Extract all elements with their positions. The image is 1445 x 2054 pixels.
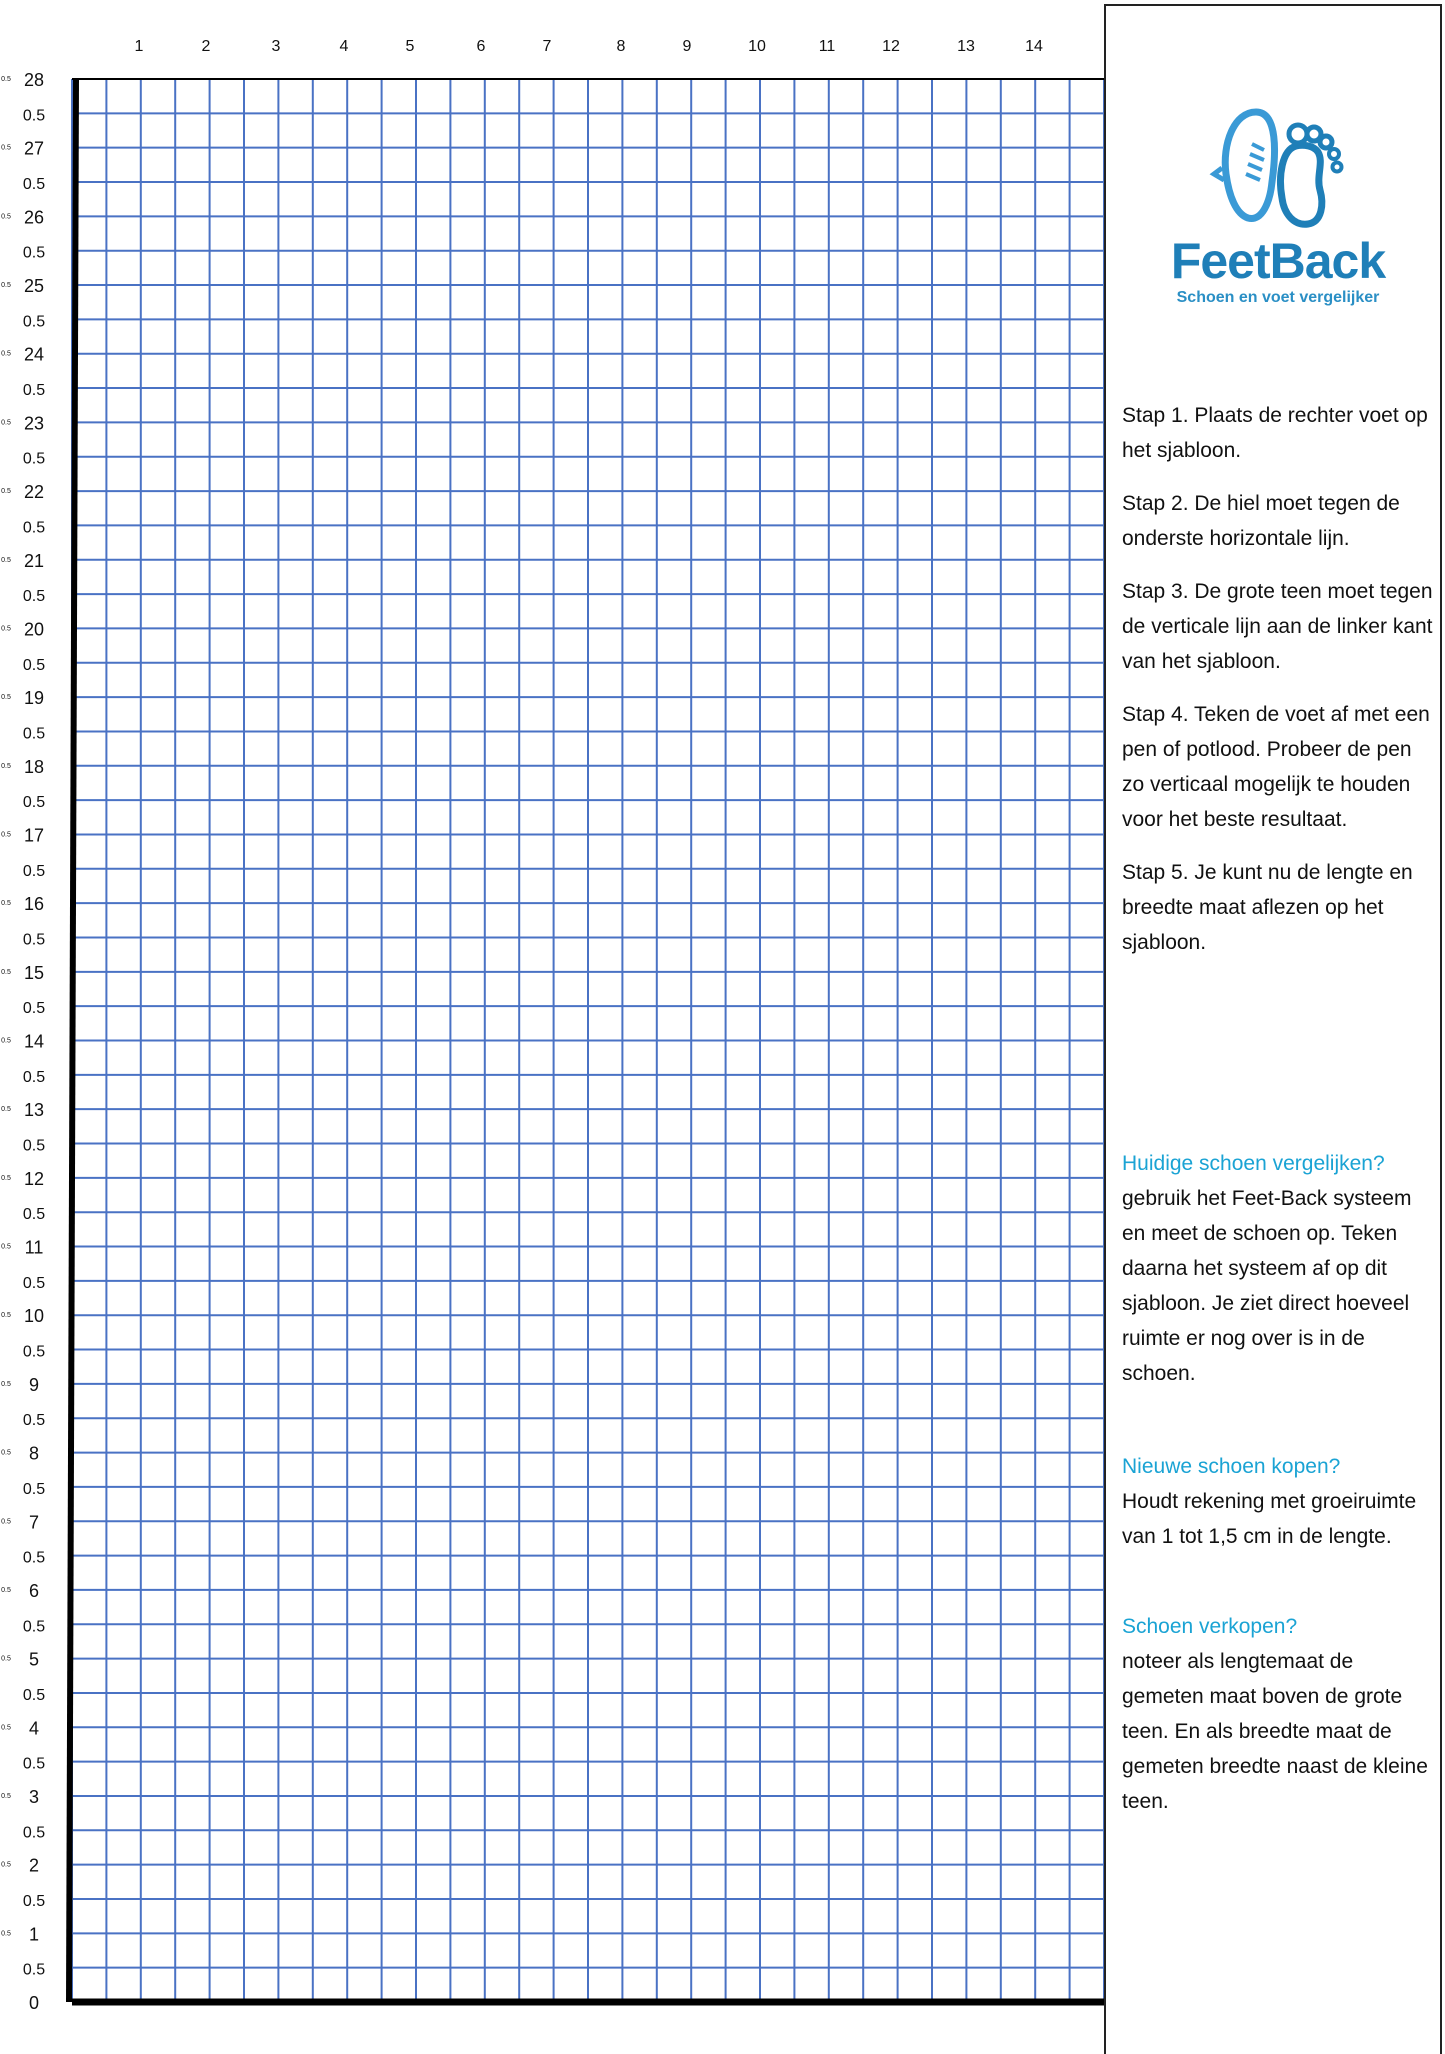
y-tick-label: 21: [23, 550, 45, 571]
y-tick-label: 6: [28, 1580, 40, 1601]
y-small-half-label: 0.5: [1, 1861, 11, 1869]
y-half-label: 0.5: [22, 1068, 46, 1086]
y-tick-label: 2: [28, 1855, 40, 1876]
y-small-half-label: 0.5: [1, 213, 11, 221]
x-tick-label: 12: [882, 38, 900, 55]
compare-heading: Huidige schoen vergelijken?: [1122, 1152, 1385, 1175]
y-small-half-label: 0.5: [1, 694, 11, 702]
y-half-label: 0.5: [22, 1686, 46, 1704]
y-half-label: 0.5: [22, 862, 46, 880]
y-half-label: 0.5: [22, 1343, 46, 1361]
y-half-label: 0.5: [22, 588, 46, 606]
sell-section: [1122, 1609, 1438, 1819]
y-half-label: 0.5: [22, 1000, 46, 1018]
y-tick-label: 22: [23, 482, 45, 503]
y-small-half-label: 0.5: [1, 1106, 11, 1114]
y-tick-label: 24: [23, 344, 45, 365]
y-half-label: 0.5: [22, 1480, 46, 1498]
step-2: Stap 2. De hiel moet tegen de onderste horizontale lijn.: [1122, 492, 1400, 550]
y-tick-label: 17: [23, 825, 45, 846]
y-tick-label: 9: [28, 1374, 40, 1395]
y-small-half-label: 0.5: [1, 1792, 11, 1800]
y-small-half-label: 0.5: [1, 1380, 11, 1388]
y-half-label: 0.5: [22, 1961, 46, 1979]
y-small-half-label: 0.5: [1, 1518, 11, 1526]
y-half-label: 0.5: [22, 1137, 46, 1155]
x-tick-label: 9: [682, 38, 692, 55]
buy-body: Houdt rekening met groeiruimte van 1 tot 1,5 cm in de lengte.: [1122, 1490, 1417, 1548]
y-tick-label: 10: [23, 1306, 45, 1327]
y-small-half-label: 0.5: [1, 831, 11, 839]
y-small-half-label: 0.5: [1, 76, 11, 83]
y-half-label: 0.5: [22, 725, 46, 743]
y-tick-label: 13: [23, 1100, 45, 1121]
y-tick-label: 25: [23, 276, 45, 297]
y-small-half-label: 0.5: [1, 1586, 11, 1594]
x-tick-label: 11: [818, 38, 836, 55]
y-small-half-label: 0.5: [1, 1312, 11, 1320]
compare-body: gebruik het Feet-Back systeem en meet de schoen op. Teken daarna het systeem af op dit sjabloon. Je ziet direct hoeveel ruimte er nog over is in de schoen.: [1122, 1187, 1412, 1385]
sell-heading: Schoen verkopen?: [1122, 1615, 1298, 1638]
step-4: Stap 4. Teken de voet af met een pen of potlood. Probeer de pen zo verticaal mogelijk te houden voor het beste resultaat.: [1122, 703, 1430, 831]
y-half-label: 0.5: [22, 1892, 46, 1910]
y-half-label: 0.5: [22, 244, 46, 262]
x-tick-label: 4: [339, 38, 349, 55]
y-tick-label: 20: [23, 619, 45, 640]
y-small-half-label: 0.5: [1, 1174, 11, 1182]
y-tick-label: 11: [24, 1237, 44, 1258]
y-half-label: 0.5: [22, 1618, 46, 1636]
buy-heading: Nieuwe schoen kopen?: [1122, 1455, 1341, 1478]
y-half-label: 0.5: [22, 519, 46, 537]
y-small-half-label: 0.5: [1, 900, 11, 908]
y-small-half-label: 0.5: [1, 282, 11, 290]
y-tick-label: 7: [28, 1512, 40, 1533]
y-half-label: 0.5: [22, 450, 46, 468]
y-tick-label: 23: [23, 413, 45, 434]
x-tick-label: 13: [957, 38, 975, 55]
y-half-label: 0.5: [22, 382, 46, 400]
y-tick-label: 5: [28, 1649, 40, 1670]
y-small-half-label: 0.5: [1, 488, 11, 496]
y-axis-line: [69, 79, 76, 2002]
y-tick-label: 14: [23, 1031, 45, 1052]
y-half-label: 0.5: [22, 1755, 46, 1773]
x-tick-label: 1: [134, 38, 144, 55]
y-half-label: 0.5: [22, 656, 46, 674]
y-half-label: 0.5: [22, 107, 46, 125]
y-small-half-label: 0.5: [1, 556, 11, 564]
logo-brand: FeetBack: [1170, 233, 1386, 289]
step-1: Stap 1. Plaats de rechter voet op het sjabloon.: [1122, 404, 1428, 462]
y-small-half-label: 0.5: [1, 1037, 11, 1045]
y-tick-label: 1: [28, 1924, 40, 1945]
x-tick-label: 10: [748, 38, 766, 55]
x-tick-label: 14: [1025, 38, 1043, 55]
step-3: Stap 3. De grote teen moet tegen de verticale lijn aan de linker kant van het sjabloon.: [1122, 580, 1433, 673]
y-tick-label: 26: [23, 207, 45, 228]
y-small-half-label: 0.5: [1, 1724, 11, 1732]
y-half-label: 0.5: [22, 931, 46, 949]
y-tick-label: 27: [23, 138, 45, 159]
y-tick-label: 0: [28, 1993, 40, 2013]
y-small-half-label: 0.5: [1, 625, 11, 633]
y-half-label: 0.5: [22, 794, 46, 812]
x-tick-label: 3: [271, 38, 281, 55]
y-small-half-label: 0.5: [1, 144, 11, 152]
sell-body: noteer als lengtemaat de gemeten maat boven de grote teen. En als breedte maat de gemeten breedte naast de kleine teen.: [1122, 1650, 1428, 1813]
y-tick-label: 8: [28, 1443, 40, 1464]
x-tick-label: 8: [616, 38, 626, 55]
instruction-panel: [1104, 4, 1442, 2054]
step-list: [1122, 398, 1438, 978]
y-tick-label: 19: [23, 688, 45, 709]
y-half-label: 0.5: [22, 313, 46, 331]
x-tick-label: 2: [201, 38, 211, 55]
step-5: Stap 5. Je kunt nu de lengte en breedte maat aflezen op het sjabloon.: [1122, 861, 1413, 954]
y-tick-label: 16: [23, 894, 45, 915]
y-small-half-label: 0.5: [1, 968, 11, 976]
y-small-half-label: 0.5: [1, 1655, 11, 1663]
y-small-half-label: 0.5: [1, 1930, 11, 1938]
y-half-label: 0.5: [22, 176, 46, 194]
y-small-half-label: 0.5: [1, 762, 11, 770]
y-half-label: 0.5: [22, 1412, 46, 1430]
buy-section: [1122, 1449, 1438, 1554]
y-half-label: 0.5: [22, 1824, 46, 1842]
y-small-half-label: 0.5: [1, 1243, 11, 1251]
y-tick-label: 4: [28, 1718, 40, 1739]
y-half-label: 0.5: [22, 1274, 46, 1292]
y-small-half-label: 0.5: [1, 419, 11, 427]
y-tick-label: 15: [23, 962, 45, 983]
y-tick-label: 12: [23, 1168, 45, 1189]
y-tick-label: 18: [23, 756, 45, 777]
compare-section: [1122, 1146, 1438, 1391]
x-tick-label: 6: [476, 38, 486, 55]
y-half-label: 0.5: [22, 1206, 46, 1224]
y-small-half-label: 0.5: [1, 1449, 11, 1457]
feetback-logo: [1158, 104, 1398, 314]
y-tick-label: 28: [23, 70, 45, 90]
y-half-label: 0.5: [22, 1549, 46, 1567]
y-tick-label: 3: [28, 1786, 40, 1807]
y-small-half-label: 0.5: [1, 350, 11, 358]
x-tick-label: 7: [542, 38, 552, 55]
shoe-and-foot-icon: [1204, 104, 1354, 234]
logo-tagline: Schoen en voet vergelijker: [1176, 289, 1380, 306]
x-tick-label: 5: [405, 38, 415, 55]
